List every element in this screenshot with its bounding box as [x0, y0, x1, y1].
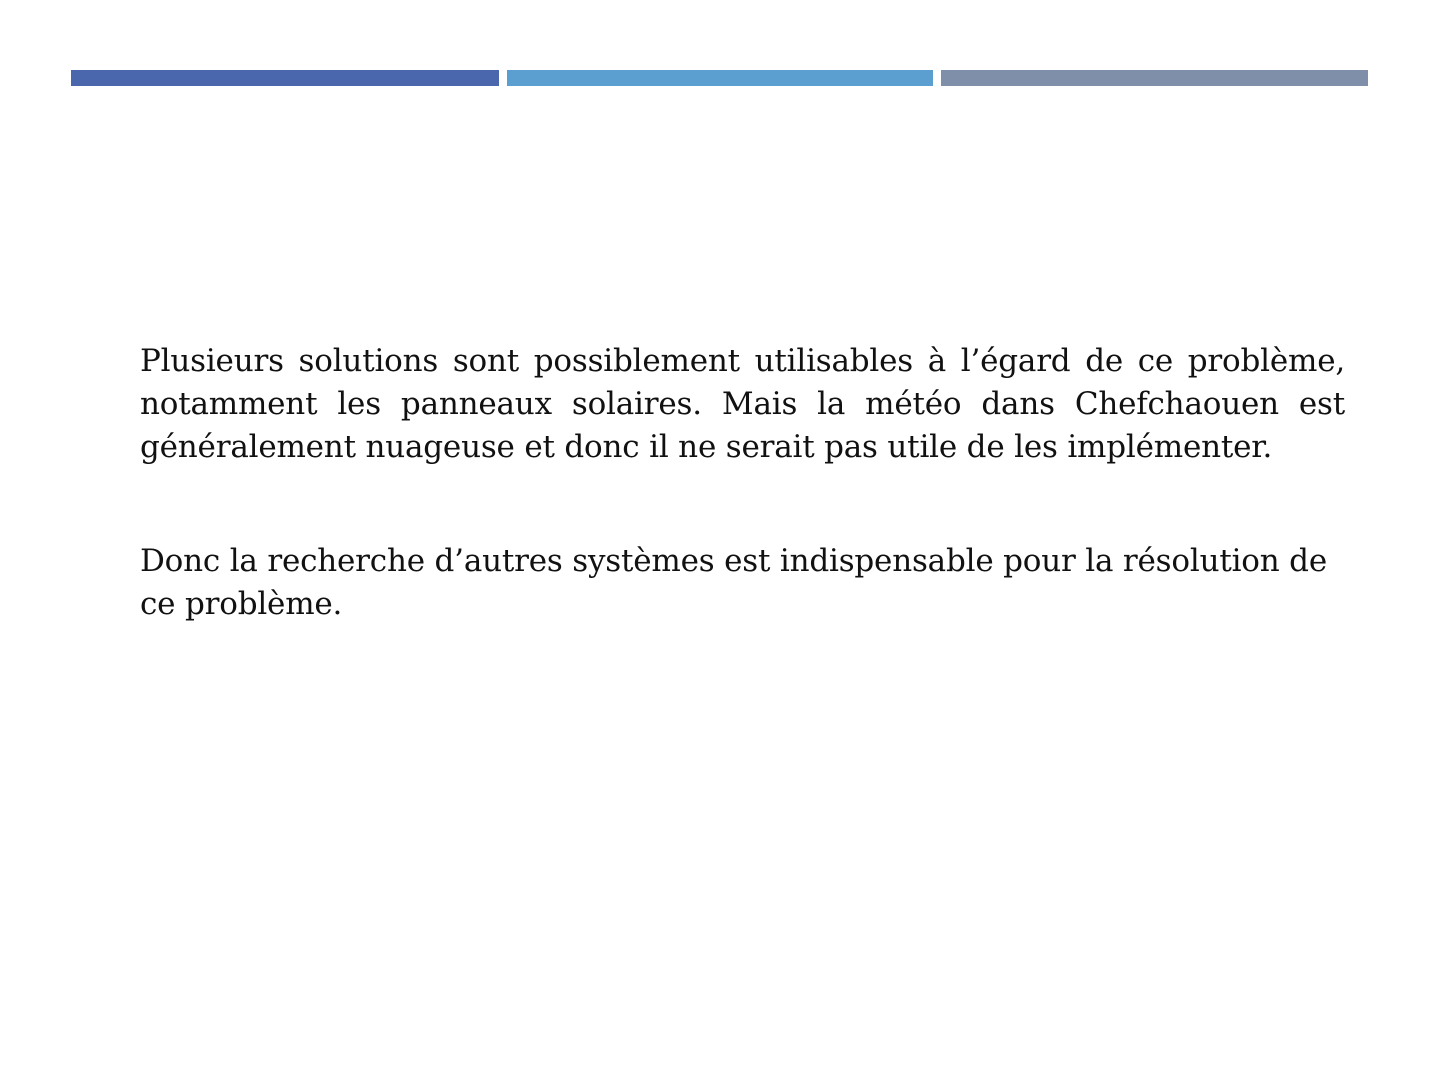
paragraph-conclusion: Donc la recherche d’autres systèmes est indispensable pour la résolution de ce problème.	[140, 543, 1327, 622]
header-accent-bar	[71, 70, 1368, 86]
paragraph-solutions: Plusieurs solutions sont possiblement utilisables à l’égard de ce problème, notamment les panneaux solaires. Mais la météo dans Chefchaouen est généralement nuageuse et donc il ne serait pas utile de les implémenter.	[140, 343, 1345, 465]
accent-bar-segment-1	[71, 70, 499, 86]
slide-body	[140, 340, 1345, 626]
accent-bar-segment-3	[941, 70, 1368, 86]
accent-bar-segment-2	[507, 70, 933, 86]
